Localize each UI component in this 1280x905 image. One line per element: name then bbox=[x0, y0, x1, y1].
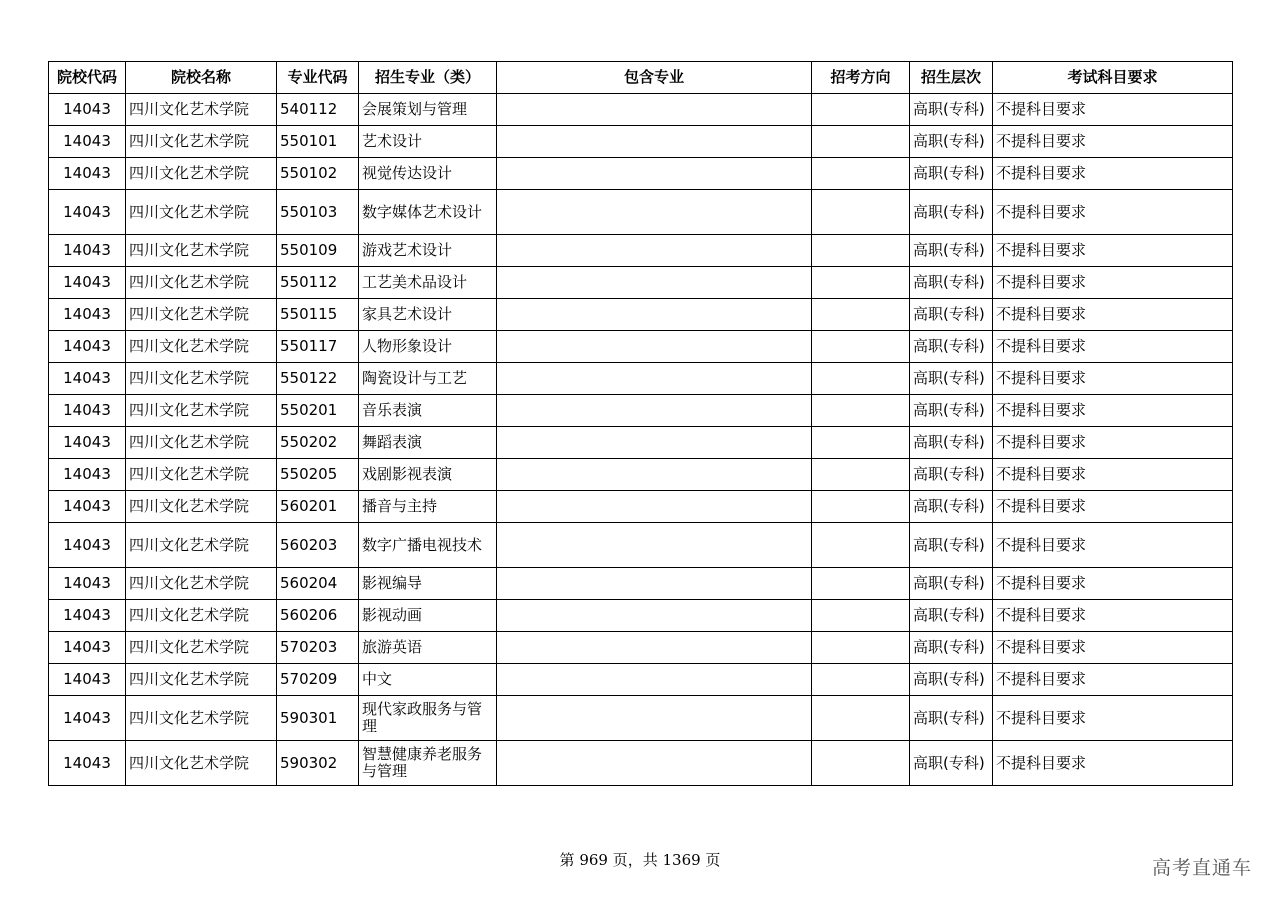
admissions-table bbox=[48, 61, 1233, 786]
cell-direction bbox=[812, 126, 910, 158]
cell-school-name: 四川文化艺术学院 bbox=[126, 190, 277, 235]
cell-includes bbox=[497, 94, 812, 126]
cell-level: 高职(专科) bbox=[910, 299, 993, 331]
cell-direction bbox=[812, 427, 910, 459]
cell-major: 视觉传达设计 bbox=[359, 158, 497, 190]
cell-major-code: 550109 bbox=[277, 235, 359, 267]
cell-major: 播音与主持 bbox=[359, 491, 497, 523]
cell-school-name: 四川文化艺术学院 bbox=[126, 235, 277, 267]
cell-major: 工艺美术品设计 bbox=[359, 267, 497, 299]
cell-level: 高职(专科) bbox=[910, 523, 993, 568]
cell-includes bbox=[497, 459, 812, 491]
cell-major-code: 560203 bbox=[277, 523, 359, 568]
cell-school-code: 14043 bbox=[49, 363, 126, 395]
cell-level: 高职(专科) bbox=[910, 600, 993, 632]
cell-major: 智慧健康养老服务与管理 bbox=[359, 741, 497, 786]
cell-school-name: 四川文化艺术学院 bbox=[126, 664, 277, 696]
cell-includes bbox=[497, 741, 812, 786]
table-row bbox=[49, 190, 1233, 235]
cell-level: 高职(专科) bbox=[910, 94, 993, 126]
cell-direction bbox=[812, 459, 910, 491]
cell-major-code: 550112 bbox=[277, 267, 359, 299]
cell-school-code: 14043 bbox=[49, 299, 126, 331]
cell-school-code: 14043 bbox=[49, 568, 126, 600]
cell-includes bbox=[497, 632, 812, 664]
cell-major-code: 590301 bbox=[277, 696, 359, 741]
table-row bbox=[49, 600, 1233, 632]
cell-level: 高职(专科) bbox=[910, 126, 993, 158]
cell-major: 影视动画 bbox=[359, 600, 497, 632]
cell-level: 高职(专科) bbox=[910, 363, 993, 395]
table-row bbox=[49, 331, 1233, 363]
cell-direction bbox=[812, 190, 910, 235]
cell-includes bbox=[497, 664, 812, 696]
cell-requirement: 不提科目要求 bbox=[993, 632, 1233, 664]
cell-school-name: 四川文化艺术学院 bbox=[126, 158, 277, 190]
cell-requirement: 不提科目要求 bbox=[993, 267, 1233, 299]
header-includes: 包含专业 bbox=[497, 62, 812, 94]
cell-major-code: 590302 bbox=[277, 741, 359, 786]
cell-major: 陶瓷设计与工艺 bbox=[359, 363, 497, 395]
cell-school-code: 14043 bbox=[49, 235, 126, 267]
cell-major: 现代家政服务与管理 bbox=[359, 696, 497, 741]
cell-includes bbox=[497, 126, 812, 158]
cell-requirement: 不提科目要求 bbox=[993, 523, 1233, 568]
cell-includes bbox=[497, 427, 812, 459]
cell-requirement: 不提科目要求 bbox=[993, 395, 1233, 427]
cell-includes bbox=[497, 267, 812, 299]
cell-school-code: 14043 bbox=[49, 427, 126, 459]
cell-includes bbox=[497, 299, 812, 331]
cell-level: 高职(专科) bbox=[910, 190, 993, 235]
table-row bbox=[49, 94, 1233, 126]
cell-requirement: 不提科目要求 bbox=[993, 158, 1233, 190]
table-row bbox=[49, 523, 1233, 568]
cell-major-code: 560201 bbox=[277, 491, 359, 523]
cell-direction bbox=[812, 299, 910, 331]
cell-major-code: 550102 bbox=[277, 158, 359, 190]
cell-direction bbox=[812, 696, 910, 741]
cell-level: 高职(专科) bbox=[910, 459, 993, 491]
cell-school-name: 四川文化艺术学院 bbox=[126, 568, 277, 600]
cell-major-code: 540112 bbox=[277, 94, 359, 126]
cell-major-code: 570203 bbox=[277, 632, 359, 664]
cell-major: 舞蹈表演 bbox=[359, 427, 497, 459]
cell-major-code: 550117 bbox=[277, 331, 359, 363]
cell-school-name: 四川文化艺术学院 bbox=[126, 600, 277, 632]
table-row bbox=[49, 459, 1233, 491]
cell-requirement: 不提科目要求 bbox=[993, 459, 1233, 491]
cell-level: 高职(专科) bbox=[910, 395, 993, 427]
cell-level: 高职(专科) bbox=[910, 267, 993, 299]
cell-school-name: 四川文化艺术学院 bbox=[126, 632, 277, 664]
header-major: 招生专业（类） bbox=[359, 62, 497, 94]
cell-includes bbox=[497, 158, 812, 190]
cell-includes bbox=[497, 600, 812, 632]
table-row bbox=[49, 696, 1233, 741]
cell-school-name: 四川文化艺术学院 bbox=[126, 299, 277, 331]
cell-major: 艺术设计 bbox=[359, 126, 497, 158]
cell-school-code: 14043 bbox=[49, 190, 126, 235]
cell-school-name: 四川文化艺术学院 bbox=[126, 459, 277, 491]
cell-requirement: 不提科目要求 bbox=[993, 741, 1233, 786]
cell-requirement: 不提科目要求 bbox=[993, 568, 1233, 600]
cell-direction bbox=[812, 363, 910, 395]
cell-major: 家具艺术设计 bbox=[359, 299, 497, 331]
header-major-code: 专业代码 bbox=[277, 62, 359, 94]
table-row bbox=[49, 664, 1233, 696]
cell-level: 高职(专科) bbox=[910, 741, 993, 786]
cell-requirement: 不提科目要求 bbox=[993, 190, 1233, 235]
cell-direction bbox=[812, 158, 910, 190]
cell-major-code: 570209 bbox=[277, 664, 359, 696]
header-direction: 招考方向 bbox=[812, 62, 910, 94]
cell-requirement: 不提科目要求 bbox=[993, 331, 1233, 363]
cell-includes bbox=[497, 523, 812, 568]
cell-school-code: 14043 bbox=[49, 331, 126, 363]
cell-major-code: 550201 bbox=[277, 395, 359, 427]
cell-school-name: 四川文化艺术学院 bbox=[126, 395, 277, 427]
header-school-name: 院校名称 bbox=[126, 62, 277, 94]
cell-school-code: 14043 bbox=[49, 741, 126, 786]
cell-direction bbox=[812, 267, 910, 299]
cell-level: 高职(专科) bbox=[910, 331, 993, 363]
cell-requirement: 不提科目要求 bbox=[993, 664, 1233, 696]
cell-school-name: 四川文化艺术学院 bbox=[126, 523, 277, 568]
table-row bbox=[49, 267, 1233, 299]
cell-includes bbox=[497, 331, 812, 363]
cell-direction bbox=[812, 600, 910, 632]
table-row bbox=[49, 235, 1233, 267]
table-row bbox=[49, 568, 1233, 600]
cell-includes bbox=[497, 190, 812, 235]
cell-direction bbox=[812, 395, 910, 427]
cell-school-name: 四川文化艺术学院 bbox=[126, 267, 277, 299]
cell-school-code: 14043 bbox=[49, 632, 126, 664]
cell-level: 高职(专科) bbox=[910, 427, 993, 459]
page-number: 第 969 页，共 1369 页 bbox=[559, 851, 721, 869]
cell-major: 数字广播电视技术 bbox=[359, 523, 497, 568]
cell-school-name: 四川文化艺术学院 bbox=[126, 331, 277, 363]
cell-includes bbox=[497, 235, 812, 267]
cell-major-code: 550101 bbox=[277, 126, 359, 158]
cell-major-code: 550122 bbox=[277, 363, 359, 395]
cell-level: 高职(专科) bbox=[910, 632, 993, 664]
cell-includes bbox=[497, 568, 812, 600]
cell-school-name: 四川文化艺术学院 bbox=[126, 94, 277, 126]
cell-requirement: 不提科目要求 bbox=[993, 235, 1233, 267]
cell-includes bbox=[497, 696, 812, 741]
cell-school-code: 14043 bbox=[49, 158, 126, 190]
header-school-code: 院校代码 bbox=[49, 62, 126, 94]
cell-level: 高职(专科) bbox=[910, 696, 993, 741]
cell-direction bbox=[812, 568, 910, 600]
header-level: 招生层次 bbox=[910, 62, 993, 94]
cell-includes bbox=[497, 491, 812, 523]
cell-direction bbox=[812, 235, 910, 267]
cell-direction bbox=[812, 741, 910, 786]
header-requirement: 考试科目要求 bbox=[993, 62, 1233, 94]
cell-school-name: 四川文化艺术学院 bbox=[126, 427, 277, 459]
cell-school-code: 14043 bbox=[49, 491, 126, 523]
cell-requirement: 不提科目要求 bbox=[993, 363, 1233, 395]
cell-major: 中文 bbox=[359, 664, 497, 696]
cell-school-code: 14043 bbox=[49, 523, 126, 568]
cell-requirement: 不提科目要求 bbox=[993, 600, 1233, 632]
cell-requirement: 不提科目要求 bbox=[993, 126, 1233, 158]
cell-level: 高职(专科) bbox=[910, 491, 993, 523]
cell-school-code: 14043 bbox=[49, 126, 126, 158]
cell-direction bbox=[812, 94, 910, 126]
cell-includes bbox=[497, 395, 812, 427]
cell-school-name: 四川文化艺术学院 bbox=[126, 741, 277, 786]
cell-requirement: 不提科目要求 bbox=[993, 94, 1233, 126]
cell-major-code: 560206 bbox=[277, 600, 359, 632]
cell-major-code: 560204 bbox=[277, 568, 359, 600]
cell-level: 高职(专科) bbox=[910, 568, 993, 600]
table-row bbox=[49, 395, 1233, 427]
cell-major-code: 550115 bbox=[277, 299, 359, 331]
cell-major: 游戏艺术设计 bbox=[359, 235, 497, 267]
cell-direction bbox=[812, 491, 910, 523]
cell-requirement: 不提科目要求 bbox=[993, 299, 1233, 331]
cell-major: 旅游英语 bbox=[359, 632, 497, 664]
cell-requirement: 不提科目要求 bbox=[993, 427, 1233, 459]
cell-includes bbox=[497, 363, 812, 395]
cell-major: 戏剧影视表演 bbox=[359, 459, 497, 491]
cell-level: 高职(专科) bbox=[910, 158, 993, 190]
table-row bbox=[49, 741, 1233, 786]
cell-direction bbox=[812, 632, 910, 664]
cell-school-name: 四川文化艺术学院 bbox=[126, 363, 277, 395]
cell-school-name: 四川文化艺术学院 bbox=[126, 126, 277, 158]
cell-major-code: 550202 bbox=[277, 427, 359, 459]
cell-school-name: 四川文化艺术学院 bbox=[126, 696, 277, 741]
cell-school-code: 14043 bbox=[49, 600, 126, 632]
cell-major: 影视编导 bbox=[359, 568, 497, 600]
cell-requirement: 不提科目要求 bbox=[993, 491, 1233, 523]
cell-major: 数字媒体艺术设计 bbox=[359, 190, 497, 235]
cell-school-name: 四川文化艺术学院 bbox=[126, 491, 277, 523]
table-row bbox=[49, 158, 1233, 190]
cell-major: 人物形象设计 bbox=[359, 331, 497, 363]
cell-school-code: 14043 bbox=[49, 459, 126, 491]
table-row bbox=[49, 632, 1233, 664]
cell-direction bbox=[812, 523, 910, 568]
cell-school-code: 14043 bbox=[49, 267, 126, 299]
cell-school-code: 14043 bbox=[49, 94, 126, 126]
watermark-text: 高考直通车 bbox=[1151, 857, 1252, 879]
table-row bbox=[49, 126, 1233, 158]
cell-direction bbox=[812, 331, 910, 363]
cell-level: 高职(专科) bbox=[910, 235, 993, 267]
cell-major-code: 550103 bbox=[277, 190, 359, 235]
table-row bbox=[49, 363, 1233, 395]
cell-school-code: 14043 bbox=[49, 395, 126, 427]
cell-school-code: 14043 bbox=[49, 664, 126, 696]
table-row bbox=[49, 491, 1233, 523]
cell-direction bbox=[812, 664, 910, 696]
table-row bbox=[49, 299, 1233, 331]
header-row bbox=[49, 62, 1233, 94]
cell-school-code: 14043 bbox=[49, 696, 126, 741]
cell-requirement: 不提科目要求 bbox=[993, 696, 1233, 741]
cell-major: 音乐表演 bbox=[359, 395, 497, 427]
cell-major: 会展策划与管理 bbox=[359, 94, 497, 126]
cell-level: 高职(专科) bbox=[910, 664, 993, 696]
table-row bbox=[49, 427, 1233, 459]
cell-major-code: 550205 bbox=[277, 459, 359, 491]
